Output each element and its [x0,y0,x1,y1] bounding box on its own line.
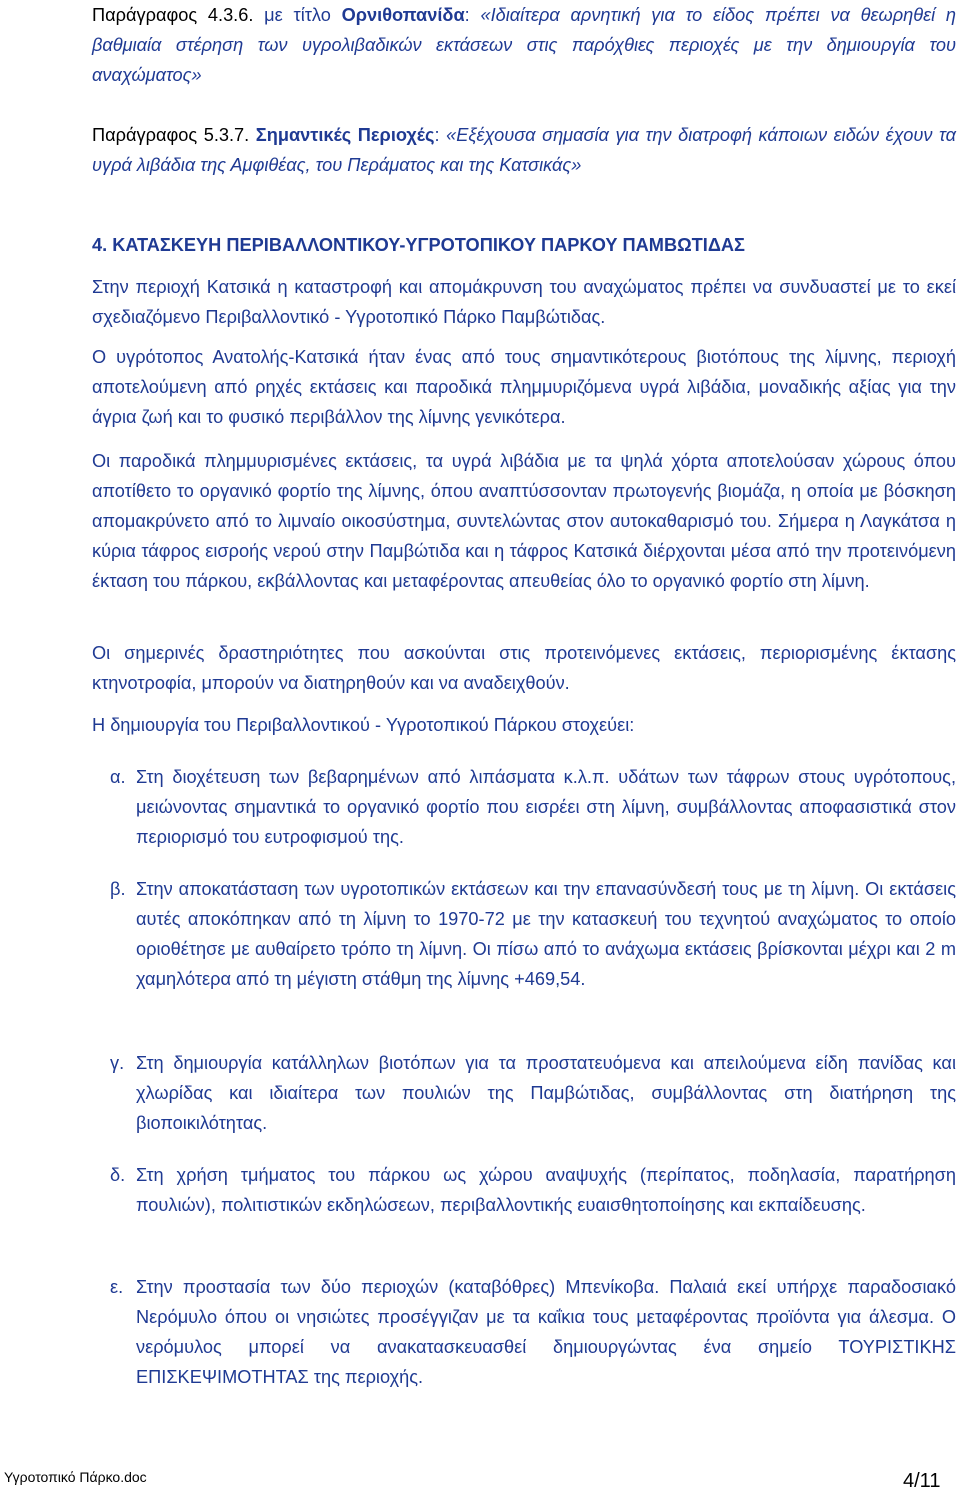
list-item [92,874,956,994]
list-marker: β. [110,879,126,899]
section-para-2: Ο υγρότοπος Ανατολής-Κατσικά ήταν ένας από τους σημαντικότερους βιοτόπους της λίμνης, περιοχή αποτελούμενη από ρηχές εκτάσεις και παροδικά πλημμυριζόμενα υγρά λιβάδια, μοναδικής αξίας για την άγρια ζωή και το φυσικό περιβάλλον της λίμνης γενικότερα. [92,347,956,427]
paragraph-537: Παράγραφος 5.3.7. Σημαντικές Περιοχές: «Εξέχουσα σημασία για την διατροφή κάποιων ειδών έχουν τα υγρά λιβάδια της Αμφιθέας, του Περάματος και της Κατσικάς» [92,125,956,175]
list-item [92,1160,956,1220]
list-item-text: Στην αποκατάσταση των υγροτοπικών εκτάσεων και την επανασύνδεσή τους με τη λίμνη. Οι εκτάσεις αυτές αποκόπηκαν από τη λίμνη το 1970-72 με την κατασκευή του τεχνητού αναχώματος το οποίο οριοθέτησε με αυθαίρετο τρόπο τη λίμνη. Οι πίσω από το ανάχωμα εκτάσεις βρίσκονται μέχρι και 2 m χαμηλότερα από τη μέγιστη στάθμη της λίμνης +469,54. [136,879,956,989]
list-item-text: Στην προστασία των δύο περιοχών (καταβόθρες) Μπενίκοβα. Παλαιά εκεί υπήρχε παραδοσιακό Νερόμυλο όπου οι νησιώτες προσέγγιζαν με τα καΐκια τους μεταφέροντας προϊόντα για άλεσμα. Ο νερόμυλος μπορεί να ανακατασκευασθεί δημιουργώντας ένα σημείο ΤΟΥΡΙΣΤΙΚΗΣ ΕΠΙΣΚΕΨΙΜΟΤΗΤΑΣ της περιοχής. [136,1277,956,1387]
list-marker: ε. [110,1277,124,1297]
para-quote-436: «Ιδιαίτερα αρνητική για το είδος πρέπει να θεωρηθεί η βαθμιαία στέρηση των υγρολιβαδικών εκτάσεων στις παρόχθιες περιοχές με την δημιουργία του αναχώματος» [92,5,956,85]
list-marker: δ. [110,1165,126,1185]
para-title-436: Ορνιθοπανίδα [341,5,465,25]
list-item-text: Στη χρήση τμήματος του πάρκου ως χώρου αναψυχής (περίπατος, ποδηλασία, παρατήρηση πουλιών), πολιτιστικών εκδηλώσεων, περιβαλλοντικής ευαισθητοποίησης και εκπαίδευσης. [136,1165,956,1215]
section-para-5: Η δημιουργία του Περιβαλλοντικού - Υγροτοπικού Πάρκου στοχεύει: [92,715,635,735]
footer-filename: Υγροτοπικό Πάρκο.doc [4,1469,147,1485]
list-item-text: Στη διοχέτευση των βεβαρημένων από λιπάσματα κ.λ.π. υδάτων των τάφρων στους υγρότοπους, μειώνοντας σημαντικά το οργανικό φορτίο που εισρέει στη λίμνη, συμβάλλοντας αποφασιστικά στον περιορισμό του ευτροφισμού της. [136,767,956,847]
para-label-537: Παράγραφος 5.3.7. [92,125,250,145]
section-para-3 [92,446,956,596]
list-marker: γ. [110,1053,125,1073]
list-item [92,762,956,852]
section-para-3a: Οι παροδικά πλημμυρισμένες εκτάσεις, τα υγρά λιβάδια με τα ψηλά χόρτα αποτελούσαν χώρους όπου αποτίθετο το οργανικό φορτίο της λίμνης, όπου αναπτύσσονταν πρωτογενής βιομάζα, η οποία με βόσκηση απομακρύνετο από το λιμναίο οικοσύστημα, συντελώντας στον αυτοκαθαρισμό του. [92,451,956,531]
list-item [92,1048,956,1138]
section-para-3b: Σήμερα η Λαγκάτσα η κύρια τάφρος εισροής νερού στην Παμβώτιδα και η τάφρος Κατσικά διέρχονται μέσα από την προτεινόμενη έκταση του πάρκου, εκβάλλοντας και μεταφέροντας απευθείας όλο το οργανικό φορτίο στη λίμνη. [92,511,956,591]
paragraph-436: Παράγραφος 4.3.6. με τίτλο Ορνιθοπανίδα: «Ιδιαίτερα αρνητική για το είδος πρέπει να θεωρηθεί η βαθμιαία στέρηση των υγρολιβαδικών εκτάσεων στις παρόχθιες περιοχές με την δημιουργία του αναχώματος» [92,5,956,85]
section-para-1: Στην περιοχή Κατσικά η καταστροφή και απομάκρυνση του αναχώματος πρέπει να συνδυαστεί με το εκεί σχεδιαζόμενο Περιβαλλοντικό - Υγροτοπικό Πάρκο Παμβώτιδας. [92,277,956,327]
para-title-537: Σημαντικές Περιοχές [255,125,435,145]
list-marker: α. [110,767,126,787]
footer-page-number: 4/11 [903,1470,941,1492]
section-heading: 4. ΚΑΤΑΣΚΕΥΗ ΠΕΡΙΒΑΛΛΟΝΤΙΚΟΥ-ΥΓΡΟΤΟΠΙΚΟΥ ΠΑΡΚΟΥ ΠΑΜΒΩΤΙΔΑΣ [92,235,745,255]
para-prefix-436: με τίτλο [264,5,331,25]
list-item [92,1272,956,1392]
section-para-4: Οι σημερινές δραστηριότητες που ασκούνται στις προτεινόμενες εκτάσεις, περιορισμένης έκτασης κτηνοτροφία, μπορούν να διατηρηθούν και να αναδειχθούν. [92,643,956,693]
para-quote-537: «Εξέχουσα σημασία για την διατροφή κάποιων ειδών έχουν τα υγρά λιβάδια της Αμφιθέας, του Περάματος και της Κατσικάς» [92,125,956,175]
list-item-text: Στη δημιουργία κατάλληλων βιοτόπων για τα προστατευόμενα και απειλούμενα είδη πανίδας και χλωρίδας και ιδιαίτερα των πουλιών της Παμβώτιδας, συμβάλλοντας στη διατήρηση της βιοποικιλότητας. [136,1053,956,1133]
para-label-436: Παράγραφος 4.3.6. [92,5,254,25]
